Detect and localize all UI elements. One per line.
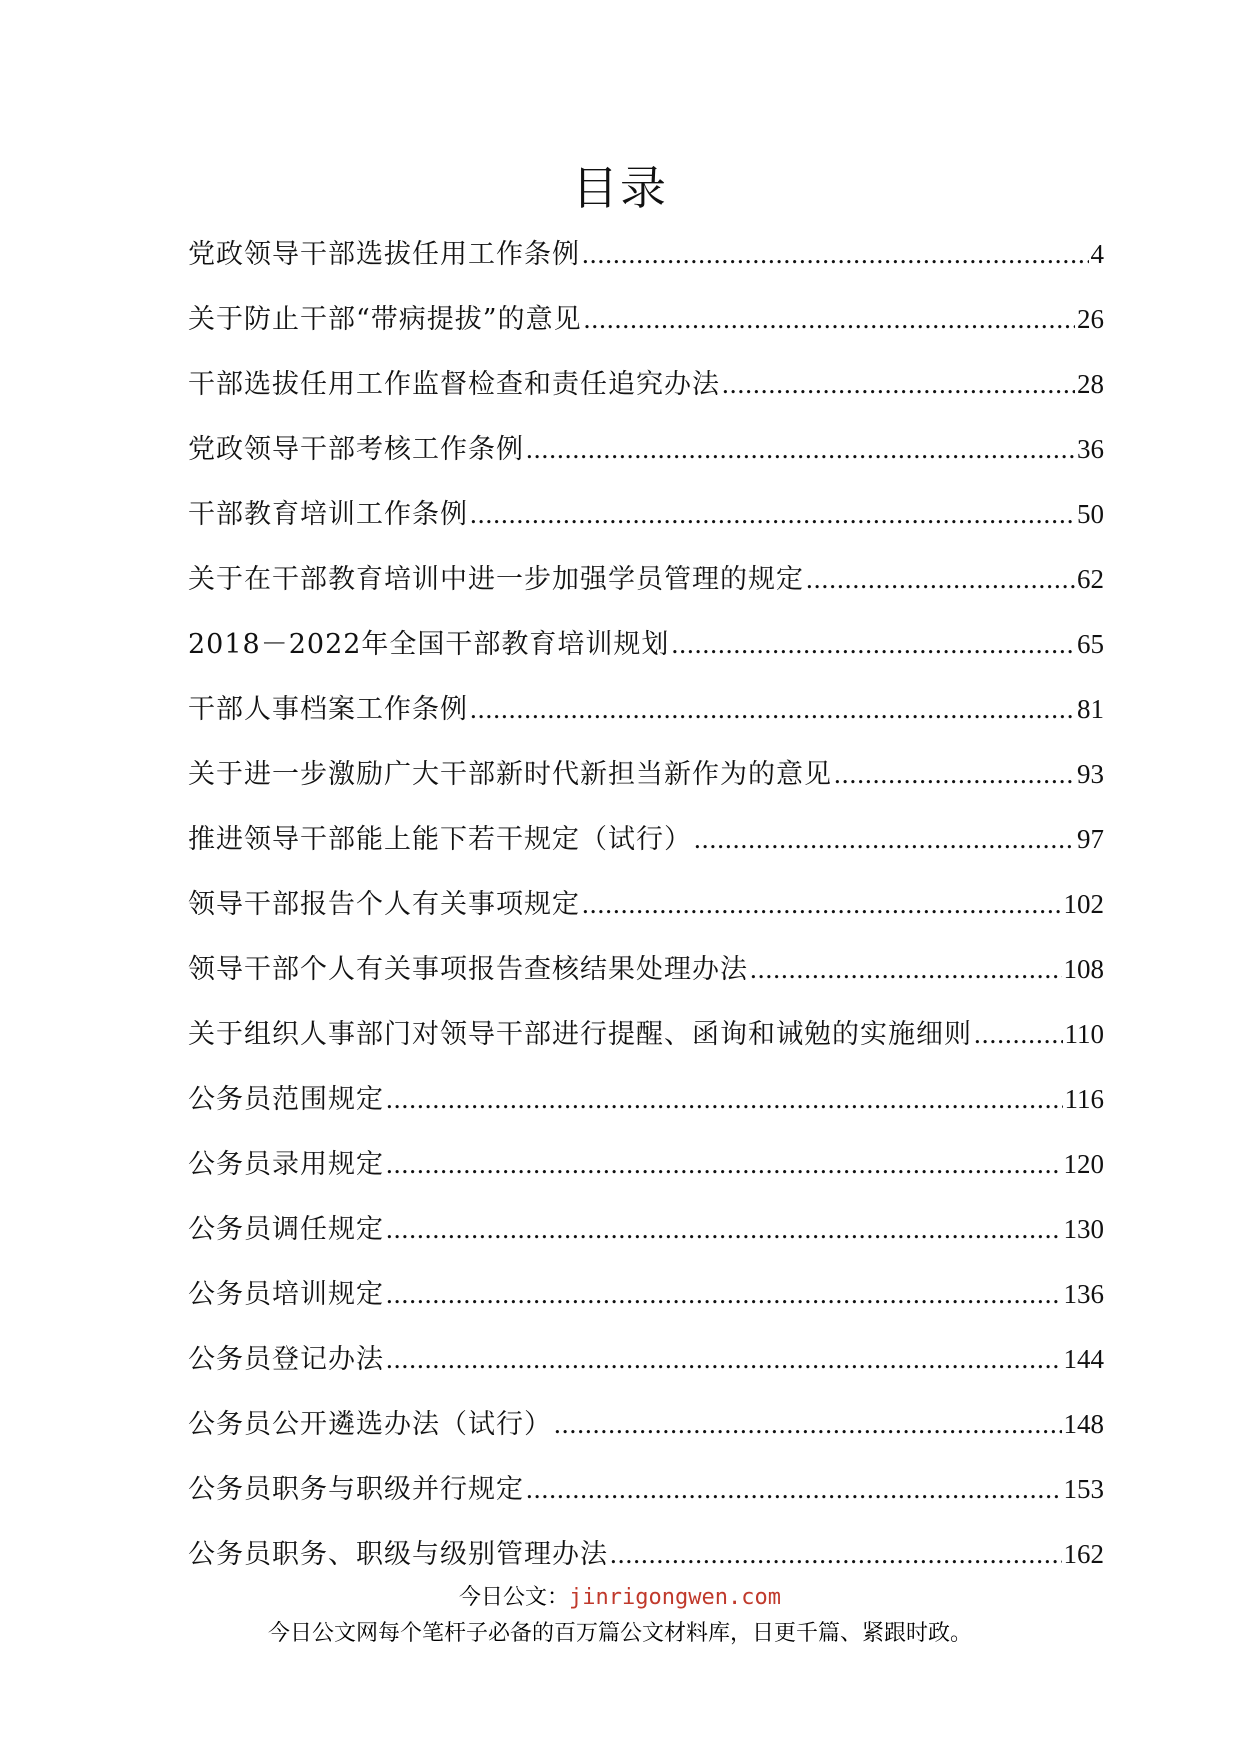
toc-entry-page: 81: [1077, 694, 1104, 724]
toc-leader-dots: [834, 742, 1075, 807]
toc-leader-dots: [470, 482, 1075, 547]
toc-entry-page: 36: [1077, 434, 1104, 464]
toc-entry[interactable]: [188, 352, 1104, 417]
footer-site-label: 今日公文：: [459, 1585, 570, 1610]
toc-leader-dots: [610, 1522, 1062, 1587]
toc-entry[interactable]: [188, 287, 1104, 352]
toc-entry-title: 推进领导干部能上能下若干规定（试行）: [188, 824, 692, 855]
toc-leader-dots: [386, 1262, 1062, 1327]
toc-leader-dots: [554, 1392, 1062, 1457]
toc-entry-title: 党政领导干部选拔任用工作条例: [188, 239, 580, 270]
footer-tagline: 今日公文网每个笔杆子必备的百万篇公文材料库，日更千篇、紧跟时政。: [267, 1621, 972, 1646]
toc-entry[interactable]: [188, 677, 1104, 742]
toc-entry[interactable]: [188, 1392, 1104, 1457]
toc-entry[interactable]: [188, 1132, 1104, 1197]
toc-leader-dots: [722, 352, 1075, 417]
toc-entry[interactable]: [188, 1327, 1104, 1392]
toc-entry-title: 干部选拔任用工作监督检查和责任追究办法: [188, 369, 720, 400]
toc-entry-page: 130: [1063, 1214, 1104, 1244]
toc-entry-title: 公务员职务、职级与级别管理办法: [188, 1539, 608, 1570]
toc-entry-page: 97: [1077, 824, 1104, 854]
toc-entry-title: 公务员公开遴选办法（试行）: [188, 1409, 552, 1440]
toc-leader-dots: [806, 547, 1075, 612]
toc-entry-title: 干部人事档案工作条例: [188, 694, 468, 725]
toc-entry[interactable]: [188, 1457, 1104, 1522]
toc-entry-page: 162: [1063, 1539, 1104, 1569]
footer-site-line: [0, 1580, 1240, 1611]
toc-entry-title: 关于防止干部“带病提拔”的意见: [188, 304, 582, 335]
toc-entry-page: 153: [1063, 1474, 1104, 1504]
toc-entry[interactable]: [188, 807, 1104, 872]
toc-entry-page: 50: [1077, 499, 1104, 529]
toc-entry-title: 公务员职务与职级并行规定: [188, 1474, 524, 1505]
toc-leader-dots: [526, 417, 1075, 482]
toc-entry-page: 93: [1077, 759, 1104, 789]
toc-entry-page: 102: [1063, 889, 1104, 919]
toc-entry[interactable]: [188, 1522, 1104, 1587]
toc-entry[interactable]: [188, 872, 1104, 937]
toc-entry[interactable]: [188, 1262, 1104, 1327]
toc-entry-page: 108: [1063, 954, 1104, 984]
toc-entry-page: 28: [1077, 369, 1104, 399]
toc-entry-title: 关于在干部教育培训中进一步加强学员管理的规定: [188, 564, 804, 595]
toc-leader-dots: [584, 287, 1075, 352]
toc-leader-dots: [386, 1067, 1063, 1132]
toc-entry[interactable]: [188, 417, 1104, 482]
toc-entry[interactable]: [188, 937, 1104, 1002]
toc-leader-dots: [750, 937, 1062, 1002]
toc-entry-page: 4: [1090, 239, 1104, 269]
toc-entry[interactable]: [188, 1197, 1104, 1262]
toc-leader-dots: [671, 612, 1075, 677]
toc-entry-title: 干部教育培训工作条例: [188, 499, 468, 530]
toc-entry-title: 2018－2022年全国干部教育培训规划: [188, 629, 670, 660]
toc-leader-dots: [526, 1457, 1062, 1522]
toc-entry-page: 65: [1077, 629, 1104, 659]
table-of-contents: [188, 222, 1104, 1587]
toc-entry-title: 关于进一步激励广大干部新时代新担当新作为的意见: [188, 759, 832, 790]
toc-entry-page: 116: [1064, 1084, 1104, 1114]
toc-entry-title: 公务员培训规定: [188, 1279, 384, 1310]
toc-leader-dots: [974, 1002, 1063, 1067]
toc-entry-page: 136: [1063, 1279, 1104, 1309]
toc-entry[interactable]: [188, 1067, 1104, 1132]
toc-entry[interactable]: [188, 547, 1104, 612]
toc-entry-title: 关于组织人事部门对领导干部进行提醒、函询和诫勉的实施细则: [188, 1019, 972, 1050]
toc-leader-dots: [470, 677, 1075, 742]
toc-entry-title: 公务员登记办法: [188, 1344, 384, 1375]
toc-entry-title: 党政领导干部考核工作条例: [188, 434, 524, 465]
toc-entry[interactable]: [188, 742, 1104, 807]
toc-leader-dots: [582, 222, 1089, 287]
toc-leader-dots: [386, 1327, 1062, 1392]
toc-entry-title: 公务员录用规定: [188, 1149, 384, 1180]
toc-entry-page: 110: [1064, 1019, 1104, 1049]
toc-leader-dots: [386, 1197, 1062, 1262]
toc-entry-page: 144: [1063, 1344, 1104, 1374]
toc-leader-dots: [694, 807, 1075, 872]
toc-entry[interactable]: [188, 612, 1104, 677]
toc-entry[interactable]: [188, 482, 1104, 547]
toc-leader-dots: [582, 872, 1062, 937]
toc-entry[interactable]: [188, 222, 1104, 287]
footer-site-link[interactable]: jinrigongwen.com: [569, 1585, 781, 1610]
toc-entry-title: 领导干部个人有关事项报告查核结果处理办法: [188, 954, 748, 985]
toc-entry-page: 120: [1063, 1149, 1104, 1179]
toc-entry-title: 公务员调任规定: [188, 1214, 384, 1245]
toc-leader-dots: [386, 1132, 1062, 1197]
toc-entry-page: 62: [1077, 564, 1104, 594]
toc-entry-page: 148: [1063, 1409, 1104, 1439]
toc-entry-title: 领导干部报告个人有关事项规定: [188, 889, 580, 920]
toc-entry-title: 公务员范围规定: [188, 1084, 384, 1115]
toc-entry-page: 26: [1077, 304, 1104, 334]
toc-entry[interactable]: [188, 1002, 1104, 1067]
page-title: 目录: [572, 161, 668, 215]
